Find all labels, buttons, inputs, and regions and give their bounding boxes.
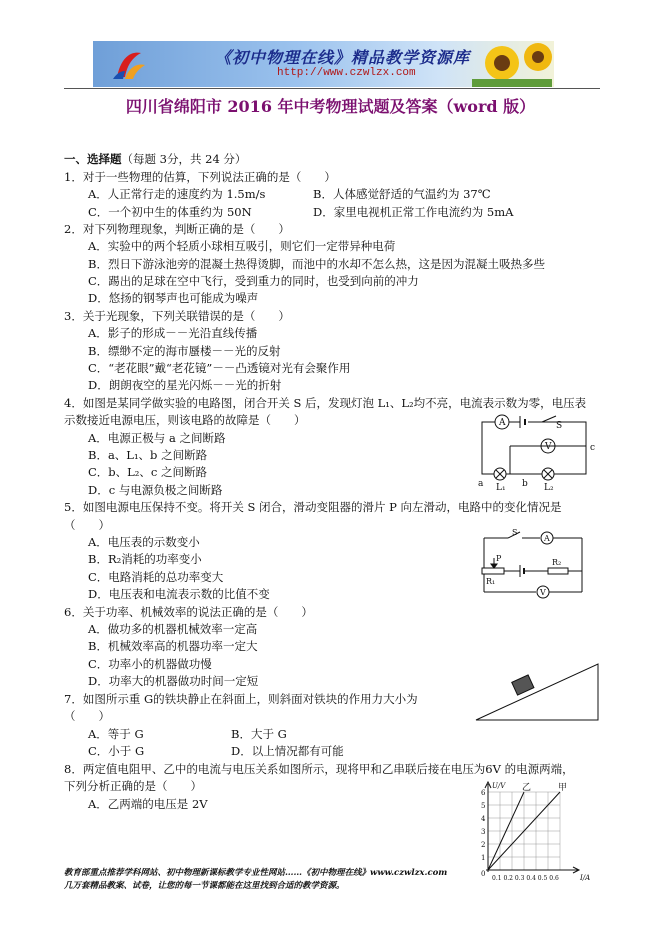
question-6-option-b: B．机械效率高的机器功率一定大 <box>88 639 258 653</box>
question-3-option-d: D．朗朗夜空的星光闪烁－－光的折射 <box>88 378 282 392</box>
q8-ytick-2: 2 <box>481 841 486 849</box>
question-1-option-a: A．人正常行走的速度约为 1.5m/s <box>88 187 266 201</box>
question-4-stem-line1: 4．如图是某同学做实验的电路图，闭合开关 S 后，发现灯泡 L₁、L₂均不亮，电流表示数为零，电压表 <box>64 396 587 410</box>
q5-label-r2: R₂ <box>552 558 562 567</box>
q5-label-r1: R₁ <box>486 577 496 586</box>
footer-line-2: 几万套精品教案、试卷，让您的每一节课都能在这里找到合适的教学资源。 <box>64 881 345 891</box>
q8-ytick-0: 0 <box>481 870 486 878</box>
q5-label-p: P <box>496 554 502 563</box>
question-2-option-d: D．悠扬的钢琴声也可能成为噪声 <box>88 291 259 305</box>
question-3-option-c: C．“老花眼”戴“老花镜”－－凸透镜对光有会聚作用 <box>88 361 351 375</box>
question-6-stem: 6．关于功率、机械效率的说法正确的是（ ） <box>64 605 313 619</box>
question-1-option-b: B．人体感觉舒适的气温约为 37℃ <box>313 187 491 201</box>
question-2-option-a: A．实验中的两个轻质小球相互吸引，则它们一定带异种电荷 <box>88 239 396 253</box>
section-heading-label: 一、选择题 <box>64 152 122 166</box>
banner-url: http://www.czwlzx.com <box>277 67 416 79</box>
question-7-option-c: C．小于 G <box>88 744 145 758</box>
question-8-option-a: A．乙两端的电压是 2V <box>88 797 208 811</box>
question-5-option-a: A．电压表的示数变小 <box>88 535 200 549</box>
question-8-stem-line2: 下列分析正确的是（ ） <box>64 779 202 793</box>
section-heading-note: （每题 3分，共 24 分） <box>121 152 247 166</box>
question-1-stem: 1．对于一些物理的估算，下列说法正确的是（ ） <box>64 170 336 184</box>
question-5-stem-line2: （ ） <box>64 518 110 532</box>
question-1-option-d: D．家里电视机正常工作电流约为 5mA <box>313 205 514 219</box>
question-4-option-a: A．电源正极与 a 之间断路 <box>88 431 226 445</box>
question-4-stem-line2: 示数接近电源电压，则该电路的故障是（ ） <box>64 413 306 427</box>
section-heading <box>64 152 246 166</box>
q5-label-s: S <box>512 528 518 537</box>
q5-voltmeter-label: V <box>540 588 546 597</box>
question-2-option-b: B．烈日下游泳池旁的混凝土热得烫脚，而池中的水却不怎么热，这是因为混凝土吸热多些 <box>88 257 545 271</box>
question-7-option-b: B．大于 G <box>231 727 287 741</box>
question-8-stem-line1: 8．两定值电阻甲、乙中的电流与电压关系如图所示，现将甲和乙串联后接在电压为6V 的电源两端， <box>64 762 574 776</box>
footer-line-1: 教育部重点推荐学科网站、初中物理新课标教学专业性网站……《初中物理在线》www.czwlzx.com <box>64 868 448 878</box>
q4-ammeter-label: A <box>499 418 506 428</box>
question-8-ui-graph <box>470 780 594 884</box>
question-7-stem-line1: 7．如图所示重 G的铁块静止在斜面上，则斜面对铁块的作用力大小为 <box>64 692 418 706</box>
question-5-option-d: D．电压表和电流表示数的比值不变 <box>88 587 270 601</box>
question-4-circuit-diagram <box>470 414 600 492</box>
q8-ytick-4: 4 <box>481 815 486 823</box>
q8-ytick-3: 3 <box>481 828 486 836</box>
question-3-stem: 3．关于光现象，下列关联错误的是（ ） <box>64 309 290 323</box>
question-1-option-c: C．一个初中生的体重约为 50N <box>88 205 252 219</box>
q5-ammeter-label: A <box>544 534 550 543</box>
question-6-option-c: C．功率小的机器做功慢 <box>88 657 212 671</box>
q4-label-s: S <box>556 421 563 431</box>
question-5-option-c: C．电路消耗的总功率变大 <box>88 570 224 584</box>
question-6-option-d: D．功率大的机器做功时间一定短 <box>88 674 259 688</box>
sunflower-icon <box>472 41 552 87</box>
q8-series-yi: 乙 <box>522 783 532 793</box>
question-5-stem-line1: 5．如图电源电压保持不变。将开关 S 闭合，滑动变阻器的滑片 P 向左滑动，电路中的变化情况是 <box>64 500 562 514</box>
iron-block <box>512 675 534 695</box>
q8-ytick-1: 1 <box>481 854 486 862</box>
q4-voltmeter-label: V <box>545 442 552 452</box>
q4-label-c: c <box>590 443 596 453</box>
q8-series-jia: 甲 <box>558 783 568 793</box>
q8-ylabel: U/V <box>492 782 506 790</box>
q8-ytick-5: 5 <box>481 802 486 810</box>
question-2-stem: 2．对下列物理现象，判断正确的是（ ） <box>64 222 290 236</box>
q4-label-l1: L₁ <box>496 483 506 492</box>
question-7-incline-diagram <box>474 660 600 722</box>
q8-xlabel: I/A <box>580 874 591 882</box>
site-logo-icon <box>111 47 147 83</box>
question-2-option-c: C．踢出的足球在空中飞行，受到重力的同时，也受到向前的冲力 <box>88 274 419 288</box>
question-5-option-b: B．R₂消耗的功率变小 <box>88 552 202 566</box>
question-3-option-b: B．缥缈不定的海市蜃楼－－光的反射 <box>88 344 281 358</box>
question-5-circuit-diagram <box>478 528 588 602</box>
question-3-option-a: A．影子的形成－－光沿直线传播 <box>88 326 258 340</box>
question-7-option-d: D．以上情况都有可能 <box>231 744 344 758</box>
document-title: 四川省绵阳市 2016 年中考物理试题及答案（word 版） <box>125 97 536 116</box>
q4-label-b: b <box>522 479 528 489</box>
header-banner <box>93 41 554 87</box>
banner-title: 《初中物理在线》精品教学资源库 <box>215 48 471 67</box>
question-4-option-c: C．b、L₂、c 之间断路 <box>88 465 208 479</box>
q8-ytick-6: 6 <box>481 789 486 797</box>
question-4-option-d: D．c 与电源负极之间断路 <box>88 483 223 497</box>
question-6-option-a: A．做功多的机器机械效率一定高 <box>88 622 258 636</box>
question-7-option-a: A．等于 G <box>88 727 144 741</box>
header-rule <box>64 88 600 89</box>
q4-label-l2: L₂ <box>544 483 554 492</box>
question-7-stem-line2: （ ） <box>64 709 110 723</box>
q4-label-a: a <box>478 479 484 489</box>
q8-xticks: 0.1 0.2 0.3 0.4 0.5 0.6 <box>492 875 559 882</box>
question-4-option-b: B．a、L₁、b 之间断路 <box>88 448 208 462</box>
